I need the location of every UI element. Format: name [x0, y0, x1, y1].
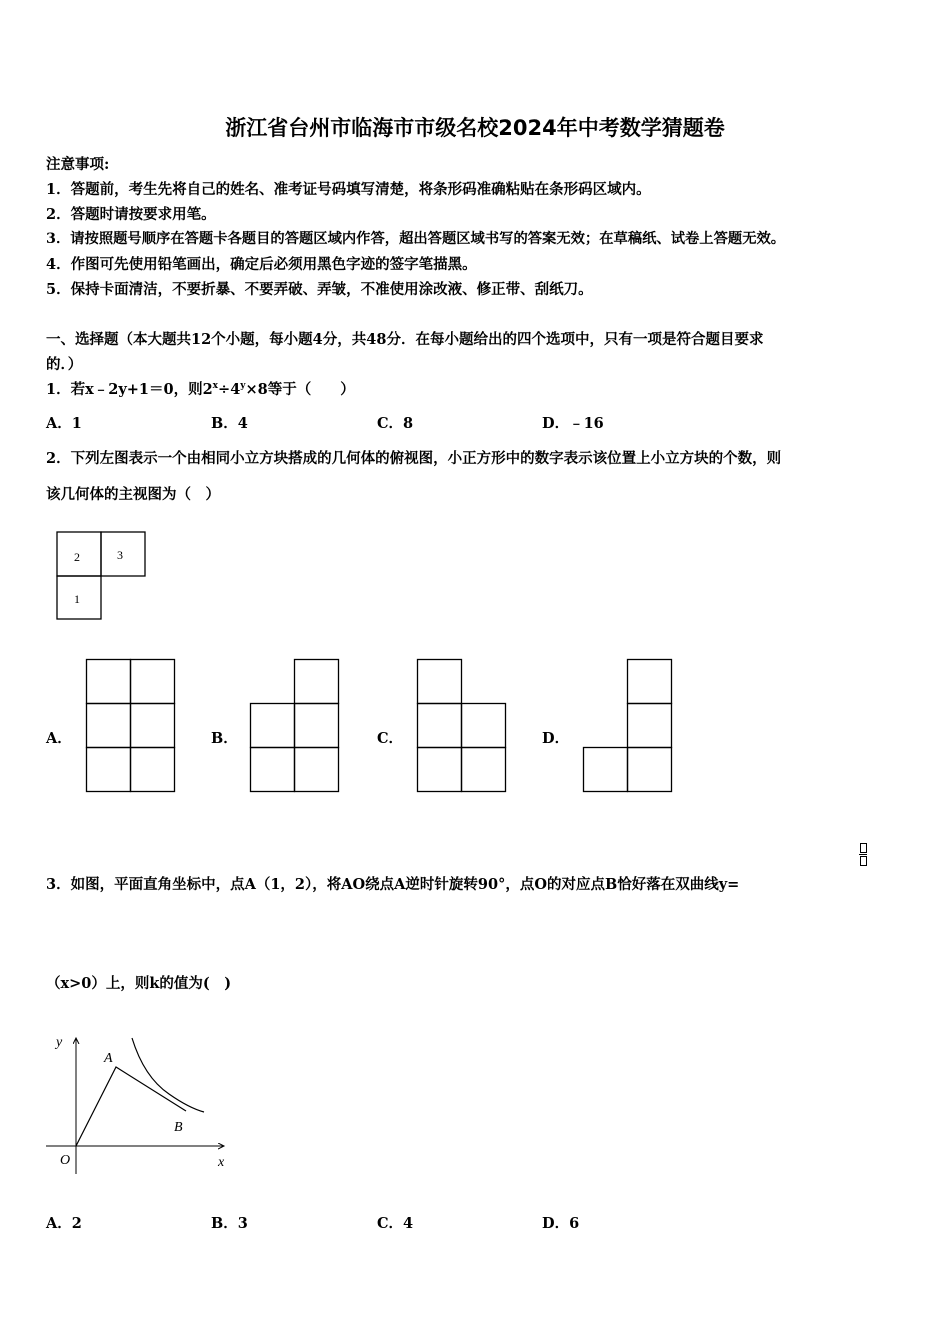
q1-option-b: B．4 [211, 415, 248, 432]
notice-item: 5．保持卡面清洁，不要折暴、不要弄破、弄皱，不准使用涂改液、修正带、刮纸刀。 [46, 281, 593, 298]
q2-option-a: A． [46, 730, 72, 747]
label-b: B [174, 1120, 183, 1135]
label-a: A [104, 1051, 113, 1066]
q1-text: 1．若x﹣2y+1＝0，则2 [46, 381, 213, 398]
q2-option-d: D． [542, 730, 570, 747]
question-2: 2．下列左图表示一个由相同小立方块搭成的几何体的俯视图，小正方形中的数字表示该位置上小立方块的个数，则 [46, 450, 782, 467]
q1-option-d: D．﹣16 [542, 415, 604, 432]
q3-option-d: D．6 [542, 1215, 580, 1232]
question-2-cont: 该几何体的主视图为（ ） [46, 486, 220, 503]
notice-item: 4．作图可先使用铅笔画出，确定后必须用黑色字迹的签字笔描黑。 [46, 256, 477, 273]
option-c-figure [417, 659, 507, 793]
hyperbola-curve [132, 1038, 204, 1112]
option-d-figure [583, 659, 673, 793]
q1-option-a: A．1 [46, 415, 82, 432]
label-x: x [218, 1155, 225, 1170]
q2-option-c: C． [377, 730, 404, 747]
q2-option-b: B． [211, 730, 238, 747]
cell-number: 2 [74, 550, 80, 564]
notice-heading: 注意事项: [46, 156, 110, 173]
label-o: O [60, 1153, 71, 1168]
q1-exp-x: x [212, 381, 219, 392]
q1-option-c: C．8 [377, 415, 414, 432]
option-a-figure [86, 659, 176, 793]
section-heading-cont: 的．） [46, 356, 83, 373]
q3-option-a: A．2 [46, 1215, 82, 1232]
question-3: 3．如图，平面直角坐标中，点A（1，2），将AO绕点A逆时针旋转90°，点O的对应点B恰好落在双曲线y= [46, 876, 740, 893]
page-title: 浙江省台州市临海市市级名校2024年中考数学猜题卷 [225, 116, 725, 140]
question-1 [46, 378, 355, 399]
notice-item: 1．答题前，考生先将自己的姓名、准考证号码填写清楚，将条形码准确粘贴在条形码区域内。 [46, 181, 651, 198]
cell-number: 1 [74, 592, 80, 606]
top-view-figure [56, 531, 148, 621]
q3-option-b: B．3 [211, 1215, 248, 1232]
q1-exp-y: y [240, 381, 246, 392]
label-y: y [56, 1035, 63, 1050]
section-heading: 一、选择题（本大题共12个小题，每小题4分，共48分．在每小题给出的四个选项中，只有一项是符合题目要求 [46, 331, 764, 348]
q1-text: ×8等于（ ） [245, 381, 355, 398]
cell-number: 3 [117, 548, 123, 562]
notice-item: 3．请按照题号顺序在答题卡各题目的答题区域内作答，超出答题区域书写的答案无效；在草稿纸、试卷上答题无效。 [46, 231, 786, 247]
notice-item: 2．答题时请按要求用笔。 [46, 206, 216, 223]
coordinate-figure [44, 1032, 234, 1177]
cell-3 [101, 532, 145, 576]
segments-oab [76, 1067, 186, 1146]
fraction-k-over-x-icon [859, 843, 867, 866]
option-b-figure [250, 659, 340, 793]
question-3-cont: （x>0）上，则k的值为( ) [46, 975, 232, 992]
q1-text: ÷4 [218, 381, 241, 398]
q3-option-c: C．4 [377, 1215, 414, 1232]
